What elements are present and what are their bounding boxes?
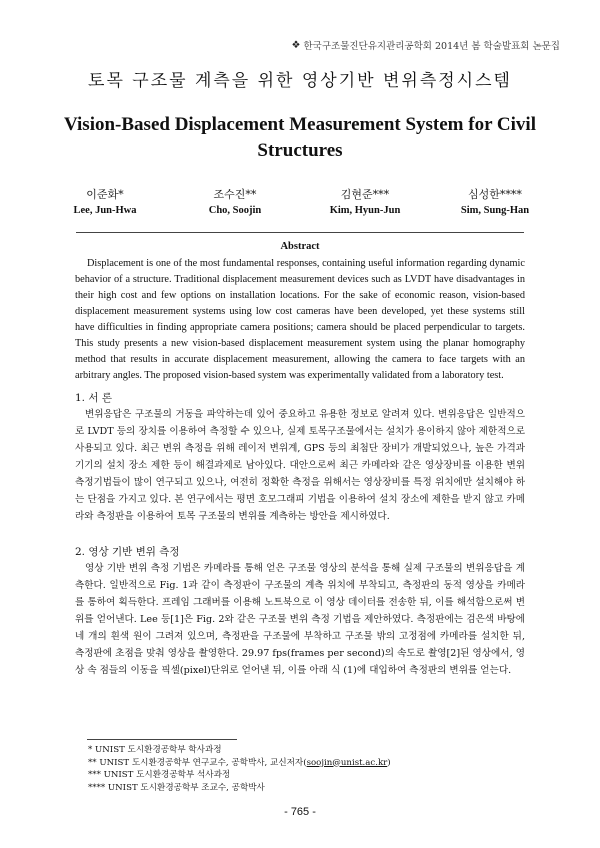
footnote-mark: * <box>88 745 93 755</box>
author-name-english: Sim, Sung-Han <box>460 205 530 216</box>
page-number: - 765 - <box>284 806 316 818</box>
footnote <box>88 744 391 757</box>
title-english: Vision-Based Displacement Measurement System for Civil Structures <box>64 114 536 161</box>
footnote-text: UNIST 도시환경공학부 학사과정 <box>95 745 222 755</box>
footnote <box>88 782 391 795</box>
section-body-introduction: 변위응답은 구조물의 거동을 파악하는데 있어 중요하고 유용한 정보로 알려져 있다. 변위응답은 일반적으로 LVDT 등의 장치를 이용하여 측정할 수 있으나, 실제 토목구조물에서는 설치가 용이하지 않아 제한적으로 사용되고 있다. 최근 변위 측정을 위해 레이저 변위계, GPS 등의 최첨단 장비가 개발되었으나, 높은 가격과 기기의 설치 장소 제한 등이 해결과제로 남아있다. 대안으로써 최근 카메라와 같은 영상장비를 이용한 변위 측정기법들이 많이 연구되고 있으나, 여전히 정확한 측정을 위해서는 영상장비를 특정 위치에만 설치해야 하는 단점을 가지고 있다. 본 연구에서는 평면 호모그래피 기법을 이용하여 설치 장소에 제한을 받지 않고 카메라와 측정판을 이용하여 토목 구조물의 변위를 계측하는 방안을 제시하였다. <box>75 409 525 522</box>
abstract-heading: Abstract <box>280 241 320 252</box>
conference-header-text: 한국구조물진단유지관리공학회 2014년 봄 학술발표회 논문집 <box>303 41 560 52</box>
author-list <box>40 186 560 216</box>
author-name-korean: 조수진** <box>213 188 257 201</box>
author <box>40 186 170 216</box>
abstract-text: Displacement is one of the most fundamental responses, containing useful information regarding dynamic behavior of a structure. Traditional displacement measurement devices such as LVDT have disadvantages in their high cost and few options on installation locations. For the sake of economic reason, vision-based displacement measurement systems using low cost cameras have been developed, yet these systems still have difficulties in finding appropriate camera positions; camera should be placed perpendicular to targets. This study presents a new vision-based displacement measurement system using the planar homography method that results in accurate displacement measurement, allowing the camera to face targets with an arbitrary angles. The proposed vision-based system was experimentally validated from a laboratory test. <box>75 258 525 381</box>
title-korean: 토목 구조물 계측을 위한 영상기반 변위측정시스템 <box>88 71 512 91</box>
author-name-english: Lee, Jun-Hwa <box>73 205 137 216</box>
author <box>300 186 430 216</box>
abstract-divider <box>76 232 524 233</box>
corresponding-author-email-link[interactable]: soojin@unist.ac.kr <box>306 757 388 768</box>
author-name-english: Cho, Soojin <box>208 205 262 216</box>
footnote-mark: **** <box>88 782 106 793</box>
conference-header <box>292 38 560 52</box>
footnote-text: UNIST 도시환경공학부 연구교수, 공학박사, 교신저자( <box>99 757 307 768</box>
section-body-vision-displacement: 영상 기반 변위 측정 기법은 카메라를 통해 얻은 구조물 영상의 분석을 통해 실제 구조물의 변위응답을 계측한다. 일반적으로 Fig. 1과 같이 측정판이 구조물의 계측 위치에 부착되고, 측정판의 동적 영상을 카메라를 통하여 획득한다. 프레임 그래버를 이용해 노트북으로 이 영상 데이터를 전송한 뒤, 이를 해석함으로써 변위를 얻어낸다. Lee 등[1]은 Fig. 2와 같은 구조물 변위 측정 기법을 제안하였다. 측정판에는 검은색 바탕에 네 개의 흰색 원이 그려져 있으며, 측정판을 구조물에 부착하고 구조물 밖의 고정점에 카메라를 설치한 뒤, 측정판에 초점을 맞춰 영상을 촬영한다. 29.97 fps(frames per second)의 속도로 촬영[2]된 영상에서, 영상 속 점들의 이동을 픽셀(pixel)단위로 얻어낸 뒤, 이를 아래 식 (1)에 대입하여 측정판의 변위를 얻는다. <box>75 563 525 676</box>
conference-logo-icon: ❖ <box>291 39 301 51</box>
author <box>170 186 300 216</box>
author-name-english: Kim, Hyun-Jun <box>329 205 401 216</box>
author-name-korean: 심성한**** <box>468 188 522 201</box>
footnote-divider <box>87 739 237 740</box>
author-name-korean: 이준화* <box>86 188 124 201</box>
footnote-text-closing: ) <box>387 757 391 768</box>
footnote-text: UNIST 도시환경공학부 석사과정 <box>103 770 231 780</box>
footnote-text: UNIST 도시환경공학부 조교수, 공학박사 <box>107 782 265 793</box>
footnote <box>88 769 391 782</box>
author <box>430 186 560 216</box>
section-heading-introduction: 1. 서 론 <box>75 392 112 404</box>
footnote <box>88 757 391 770</box>
footnotes <box>88 744 391 794</box>
footnote-mark: *** <box>88 770 101 780</box>
section-heading-vision-displacement: 2. 영상 기반 변위 측정 <box>75 546 180 558</box>
author-name-korean: 김현준*** <box>340 188 390 201</box>
footnote-mark: ** <box>88 757 97 768</box>
